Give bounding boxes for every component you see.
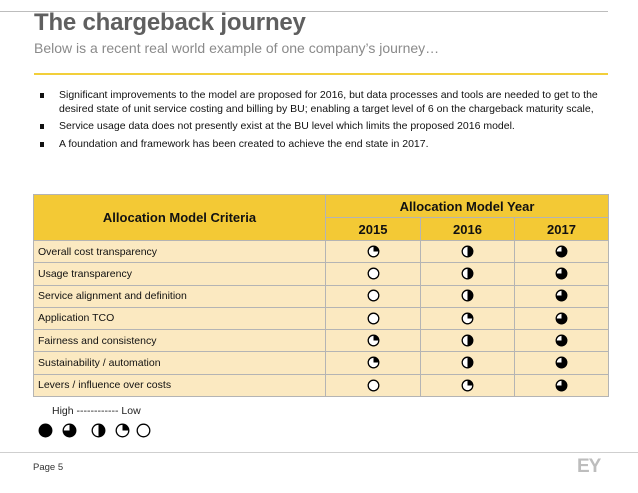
year-column-header: 2016 <box>421 218 515 241</box>
rating-cell <box>421 330 515 352</box>
harvey-ball-icon <box>555 267 568 280</box>
criterion-cell: Service alignment and definition <box>34 285 326 307</box>
rating-cell <box>421 374 515 396</box>
harvey-ball-icon <box>555 334 568 347</box>
table-row <box>34 263 609 285</box>
rating-cell <box>515 330 609 352</box>
rating-cell <box>326 352 421 374</box>
rating-cell <box>326 285 421 307</box>
harvey-ball-icon <box>461 245 474 258</box>
table-row <box>34 241 609 263</box>
criterion-cell: Levers / influence over costs <box>34 374 326 396</box>
criterion-cell: Usage transparency <box>34 263 326 285</box>
bullet-item: Service usage data does not presently exist at the BU level which limits the proposed 2016 model. <box>40 120 606 134</box>
table-body <box>34 241 609 397</box>
harvey-ball-icon <box>461 312 474 325</box>
bullet-list <box>40 89 606 155</box>
harvey-ball-icon <box>461 379 474 392</box>
allocation-model-table <box>33 194 609 397</box>
rating-cell <box>421 285 515 307</box>
bullet-icon <box>40 93 44 98</box>
harvey-ball-icon <box>461 289 474 302</box>
table-row <box>34 374 609 396</box>
rating-cell <box>326 263 421 285</box>
harvey-ball-icon <box>555 312 568 325</box>
rating-cell <box>515 307 609 329</box>
criterion-cell: Sustainability / automation <box>34 352 326 374</box>
page-subtitle: Below is a recent real world example of one company’s journey… <box>34 40 440 56</box>
harvey-ball-icon <box>367 267 380 280</box>
criterion-cell: Overall cost transparency <box>34 241 326 263</box>
year-column-header: 2015 <box>326 218 421 241</box>
rating-cell <box>421 307 515 329</box>
harvey-ball-icon <box>555 245 568 258</box>
rating-cell <box>421 263 515 285</box>
year-header: Allocation Model Year <box>326 195 609 218</box>
harvey-ball-icon <box>555 379 568 392</box>
legend-harvey-ball-icon <box>62 423 77 438</box>
rating-cell <box>515 374 609 396</box>
bullet-item: Significant improvements to the model are proposed for 2016, but data processes and tools are needed to get to the desired state of unit service costing and billing by BU; enabling a target level of 6 on the chargeback maturity scale, <box>40 89 606 116</box>
rating-cell <box>421 241 515 263</box>
rating-cell <box>515 352 609 374</box>
bullet-icon <box>40 124 44 129</box>
rating-cell <box>515 263 609 285</box>
ey-logo: EY <box>577 456 601 477</box>
criteria-header: Allocation Model Criteria <box>34 195 326 241</box>
rating-cell <box>326 330 421 352</box>
rating-cell <box>515 285 609 307</box>
year-column-header: 2017 <box>515 218 609 241</box>
legend-harvey-ball-icon <box>115 423 130 438</box>
harvey-ball-icon <box>461 334 474 347</box>
legend-harvey-ball-icon <box>38 423 53 438</box>
harvey-ball-icon <box>367 289 380 302</box>
criterion-cell: Fairness and consistency <box>34 330 326 352</box>
harvey-ball-icon <box>367 334 380 347</box>
bullet-icon <box>40 142 44 147</box>
table-row <box>34 330 609 352</box>
legend-harvey-ball-icon <box>136 423 151 438</box>
table-row <box>34 285 609 307</box>
harvey-ball-icon <box>367 379 380 392</box>
harvey-ball-icon <box>367 312 380 325</box>
table-row <box>34 352 609 374</box>
bullet-item: A foundation and framework has been created to achieve the end state in 2017. <box>40 138 606 152</box>
harvey-ball-icon <box>555 289 568 302</box>
harvey-ball-icon <box>461 356 474 369</box>
page-title: The chargeback journey <box>34 9 306 36</box>
rating-cell <box>421 352 515 374</box>
legend-label: High ------------ Low <box>52 405 141 417</box>
harvey-ball-icon <box>461 267 474 280</box>
harvey-ball-icon <box>555 356 568 369</box>
footer-rule <box>0 452 638 453</box>
rating-cell <box>326 241 421 263</box>
rating-cell <box>326 374 421 396</box>
legend-harvey-ball-icon <box>91 423 106 438</box>
criterion-cell: Application TCO <box>34 307 326 329</box>
harvey-ball-icon <box>367 356 380 369</box>
rating-cell <box>515 241 609 263</box>
title-underline <box>34 73 608 75</box>
rating-cell <box>326 307 421 329</box>
harvey-ball-icon <box>367 245 380 258</box>
page-number: Page 5 <box>33 462 64 473</box>
table-row <box>34 307 609 329</box>
